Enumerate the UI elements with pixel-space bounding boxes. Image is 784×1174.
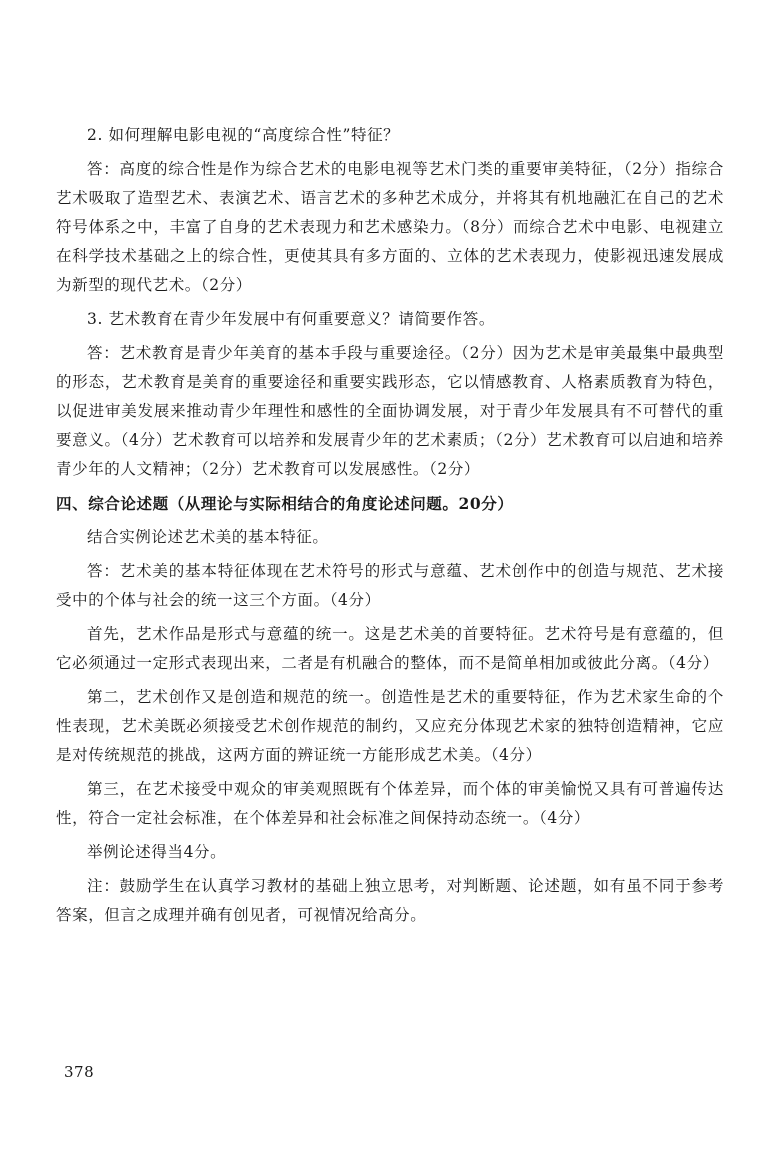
section-heading-4: 四、综合论述题（从理论与实际相结合的角度论述问题。20分） xyxy=(56,494,514,513)
essay-question: 结合实例论述艺术美的基本特征。 xyxy=(87,528,329,546)
page-body xyxy=(56,121,724,935)
essay-answer-point-1: 首先，艺术作品是形式与意蕴的统一。这是艺术美的首要特征。艺术符号是有意蕴的，但它必须通过一定形式表现出来，二者是有机融合的整体，而不是简单相加或彼此分离。（4分） xyxy=(56,625,724,672)
question-2: 2. 如何理解电影电视的“高度综合性”特征？ xyxy=(87,126,400,144)
grading-note: 注：鼓励学生在认真学习教材的基础上独立思考，对判断题、论述题，如有虽不同于参考答案，但言之成理并确有创见者，可视情况给高分。 xyxy=(56,877,724,924)
essay-answer-point-3: 第三，在艺术接受中观众的审美观照既有个体差异，而个体的审美愉悦又具有可普遍传达性，符合一定社会标准，在个体差异和社会标准之间保持动态统一。（4分） xyxy=(56,780,724,827)
essay-answer-point-2: 第二，艺术创作又是创造和规范的统一。创造性是艺术的重要特征，作为艺术家生命的个性表现，艺术美既必须接受艺术创作规范的制约，又应充分体现艺术家的独特创造精神，它应是对传统规范的挑战，这两方面的辨证统一方能形成艺术美。（4分） xyxy=(56,688,724,764)
answer-2: 答：高度的综合性是作为综合艺术的电影电视等艺术门类的重要审美特征，（2分）指综合艺术吸取了造型艺术、表演艺术、语言艺术的多种艺术成分，并将其有机地融汇在自己的艺术符号体系之中，丰富了自身的艺术表现力和艺术感染力。（8分）而综合艺术中电影、电视建立在科学技术基础之上的综合性，更使其具有多方面的、立体的艺术表现力，使影视迅速发展成为新型的现代艺术。（2分） xyxy=(56,160,724,294)
essay-example-score: 举例论述得当4分。 xyxy=(87,843,227,861)
page-number: 378 xyxy=(64,1063,95,1081)
essay-answer-intro: 答：艺术美的基本特征体现在艺术符号的形式与意蕴、艺术创作中的创造与规范、艺术接受中的个体与社会的统一这三个方面。（4分） xyxy=(56,562,724,609)
answer-3: 答：艺术教育是青少年美育的基本手段与重要途径。（2分）因为艺术是审美最集中最典型的形态，艺术教育是美育的重要途径和重要实践形态，它以情感教育、人格素质教育为特色，以促进审美发展来推动青少年理性和感性的全面协调发展，对于青少年发展具有不可替代的重要意义。（4分）艺术教育可以培养和发展青少年的艺术素质；（2分）艺术教育可以启迪和培养青少年的人文精神；（2分）艺术教育可以发展感性。（2分） xyxy=(56,344,724,478)
question-3: 3. 艺术教育在青少年发展中有何重要意义？请简要作答。 xyxy=(87,310,495,328)
